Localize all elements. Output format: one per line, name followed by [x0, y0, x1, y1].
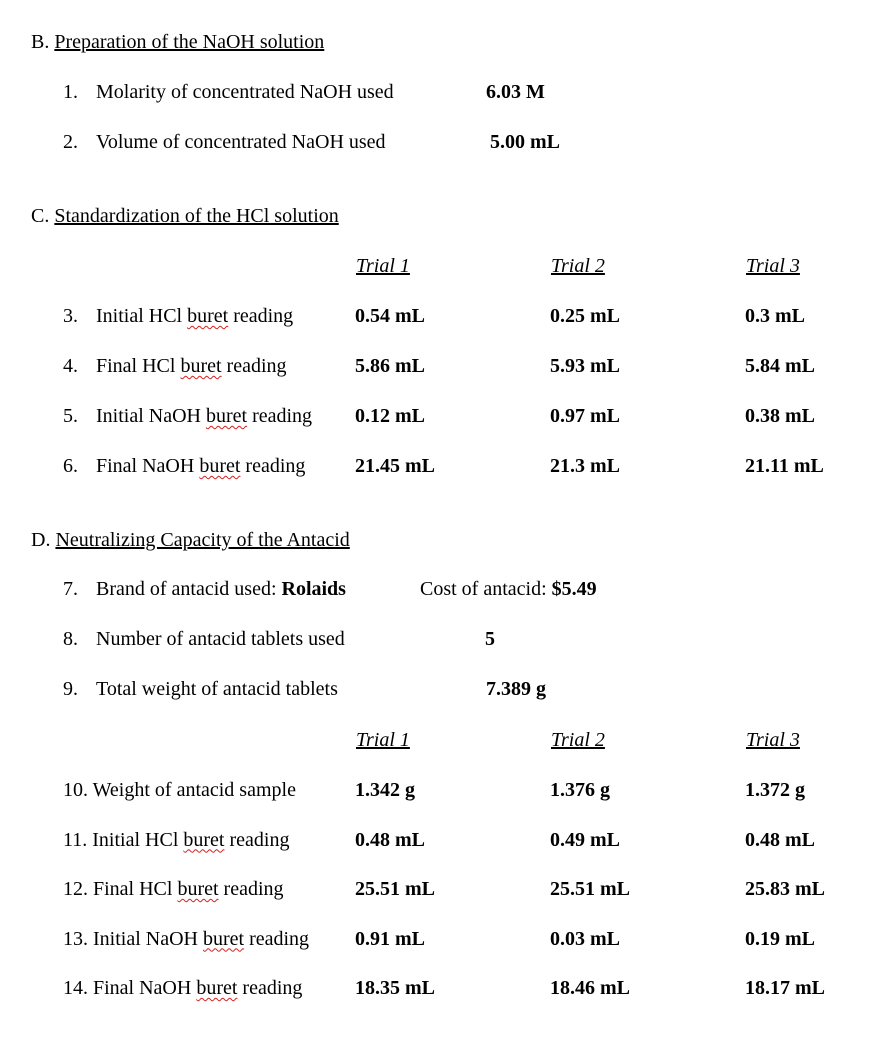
section-c-title: Standardization of the HCl solution: [54, 205, 339, 227]
trial-1-value: 0.91 mL: [355, 927, 425, 950]
item-number: 1.: [63, 81, 78, 103]
item-number: 10.: [63, 779, 88, 801]
trial-3-value: 1.372 g: [745, 779, 805, 801]
trial-2-value: 0.49 mL: [550, 828, 620, 851]
section-d-letter: D.: [31, 529, 51, 551]
spellcheck-word: buret: [202, 927, 245, 950]
table-row-label: [63, 404, 312, 428]
trial-1-value: 1.342 g: [355, 779, 415, 801]
item-number: 4.: [63, 355, 78, 377]
spellcheck-word: buret: [187, 305, 229, 327]
item-7: [63, 577, 346, 601]
label-post: reading: [221, 355, 287, 377]
trial-1-value: 5.86 mL: [355, 355, 425, 377]
label-pre: Initial NaOH: [96, 405, 206, 427]
trial-3-value: 0.19 mL: [745, 927, 815, 950]
label-post: reading: [224, 828, 290, 851]
cost-of-antacid: [420, 577, 597, 601]
trial-2-value: 1.376 g: [550, 779, 610, 801]
trial-2-value: 18.46 mL: [550, 977, 630, 999]
label-post: reading: [240, 455, 306, 477]
brand-label: Brand of antacid used:: [96, 578, 282, 600]
spellcheck-word: buret: [180, 355, 222, 377]
trial-2-header: Trial 2: [551, 255, 605, 277]
item-label: Volume of concentrated NaOH used: [96, 131, 386, 153]
item-number: 12.: [63, 878, 88, 900]
item-number: 2.: [63, 131, 78, 153]
item-9: [63, 677, 338, 701]
item-number: 5.: [63, 405, 78, 427]
table-row-label: [63, 354, 287, 378]
item-label: Number of antacid tablets used: [96, 628, 345, 650]
trial-2-value: 21.3 mL: [550, 455, 620, 477]
table-row-label: [63, 454, 305, 478]
section-c-letter: C.: [31, 205, 50, 227]
trial-3-value: 0.3 mL: [745, 305, 805, 327]
trial-3-header: Trial 3: [746, 255, 800, 277]
item-number: 6.: [63, 455, 78, 477]
trial-3-value: 18.17 mL: [745, 977, 825, 999]
d-trial-1-header: Trial 1: [356, 729, 410, 751]
d-trial-2-header: Trial 2: [551, 729, 605, 751]
label-pre: Initial HCl: [92, 828, 184, 851]
label-pre: Final HCl: [93, 878, 178, 900]
label-pre: Final NaOH: [96, 455, 200, 477]
item-8-value: 5: [485, 628, 495, 650]
d-trial-3-header: Trial 3: [746, 729, 800, 751]
trial-2-value: 0.25 mL: [550, 305, 620, 327]
table-row-label: [63, 927, 309, 951]
trial-1-value: 0.54 mL: [355, 305, 425, 327]
cost-value: $5.49: [551, 578, 597, 600]
item-8: [63, 627, 345, 651]
item-number: 11.: [63, 828, 88, 851]
item-label: Molarity of concentrated NaOH used: [96, 81, 394, 103]
item-2-value: 5.00 mL: [490, 131, 560, 153]
trial-3-value: 25.83 mL: [745, 878, 825, 900]
label-pre: Final HCl: [96, 355, 181, 377]
trial-2-value: 0.97 mL: [550, 405, 620, 427]
section-c-heading: [31, 204, 339, 228]
label-post: reading: [218, 878, 284, 900]
spellcheck-word: buret: [183, 828, 225, 851]
label-pre: Final NaOH: [93, 977, 197, 999]
item-1-value: 6.03 M: [486, 81, 545, 103]
section-b-letter: B.: [31, 31, 50, 53]
item-1: [63, 80, 394, 104]
label-pre: Weight of antacid sample: [92, 779, 296, 801]
cost-label: Cost of antacid:: [420, 578, 552, 600]
label-post: reading: [244, 927, 310, 950]
spellcheck-word: buret: [205, 405, 248, 427]
trial-2-value: 0.03 mL: [550, 927, 620, 950]
spellcheck-word: buret: [177, 878, 219, 900]
brand-value: Rolaids: [281, 578, 346, 600]
item-number: 13.: [63, 927, 88, 950]
section-d-title: Neutralizing Capacity of the Antacid: [55, 529, 350, 551]
table-row-label: [63, 778, 296, 802]
table-row-label: [63, 976, 302, 1000]
trial-3-value: 0.48 mL: [745, 828, 815, 851]
section-d-heading: [31, 528, 350, 552]
section-b-heading: [31, 30, 324, 54]
item-label: Total weight of antacid tablets: [96, 678, 338, 700]
label-post: reading: [247, 405, 313, 427]
trial-3-value: 21.11 mL: [745, 455, 824, 477]
trial-3-value: 5.84 mL: [745, 355, 815, 377]
trial-2-value: 5.93 mL: [550, 355, 620, 377]
trial-2-value: 25.51 mL: [550, 878, 630, 900]
trial-3-value: 0.38 mL: [745, 405, 815, 427]
spellcheck-word: buret: [199, 455, 241, 477]
item-number: 3.: [63, 305, 78, 327]
trial-1-header: Trial 1: [356, 255, 410, 277]
label-post: reading: [228, 305, 294, 327]
label-pre: Initial NaOH: [93, 927, 203, 950]
item-number: 8.: [63, 628, 78, 650]
item-number: 7.: [63, 578, 78, 600]
item-2: [63, 130, 386, 154]
section-b-title: Preparation of the NaOH solution: [54, 31, 325, 53]
label-post: reading: [237, 977, 303, 999]
trial-1-value: 0.12 mL: [355, 405, 425, 427]
table-row-label: [63, 877, 284, 901]
trial-1-value: 25.51 mL: [355, 878, 435, 900]
trial-1-value: 18.35 mL: [355, 977, 435, 999]
item-number: 9.: [63, 678, 78, 700]
trial-1-value: 21.45 mL: [355, 455, 435, 477]
item-number: 14.: [63, 977, 88, 999]
table-row-label: [63, 828, 289, 852]
label-pre: Initial HCl: [96, 305, 188, 327]
trial-1-value: 0.48 mL: [355, 828, 425, 851]
item-9-value: 7.389 g: [486, 678, 546, 700]
spellcheck-word: buret: [196, 977, 238, 999]
table-row-label: [63, 304, 293, 328]
